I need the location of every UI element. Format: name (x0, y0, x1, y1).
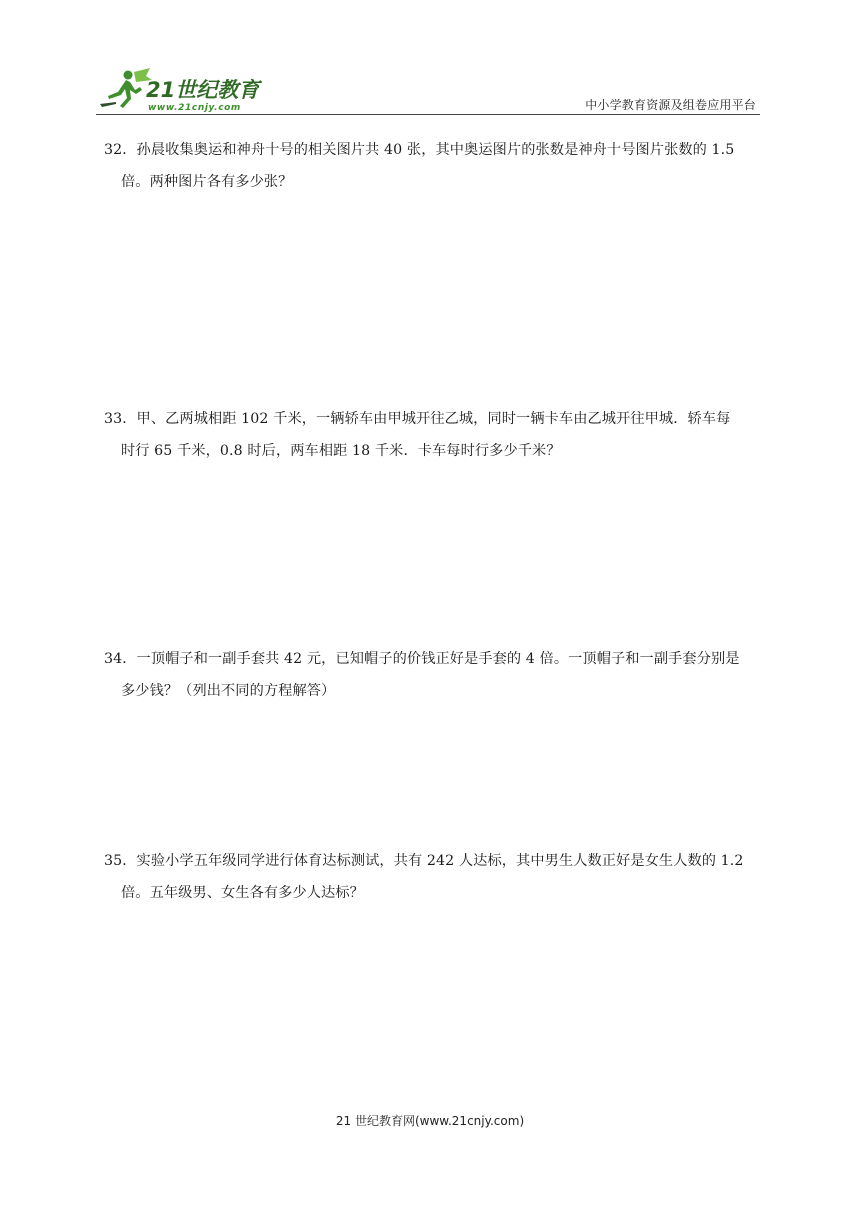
question-text-line: 33．甲、乙两城相距 102 千米，一辆轿车由甲城开往乙城，同时一辆卡车由乙城开往甲城．轿车每 (104, 411, 731, 427)
logo-url-text: www.21cnjy.com (148, 103, 241, 113)
question-text-line: 倍。五年级男、女生各有多少人达标？ (121, 885, 364, 901)
question-33 (104, 403, 760, 467)
page-footer: 21 世纪教育网(www.21cnjy.com) (335, 1114, 525, 1128)
logo-text: 21世纪教育 (146, 78, 260, 102)
question-text-line: 32．孙晨收集奥运和神舟十号的相关图片共 40 张，其中奥运图片的张数是神舟十号图片张数的 1.5 (104, 142, 735, 158)
question-text-line: 时行 65 千米，0.8 时后，两车相距 18 千米．卡车每时行多少千米？ (121, 443, 561, 459)
question-text-line: 多少钱？（列出不同的方程解答） (121, 683, 336, 699)
question-35 (104, 845, 760, 909)
question-32 (104, 134, 760, 198)
question-34 (104, 643, 760, 707)
platform-label: 中小学教育资源及组卷应用平台 (585, 98, 756, 112)
site-logo (96, 66, 266, 114)
question-text-line: 34．一顶帽子和一副手套共 42 元，已知帽子的价钱正好是手套的 4 倍。一顶帽子和一副手套分别是 (104, 651, 740, 667)
question-text-line: 35．实验小学五年级同学进行体育达标测试，共有 242 人达标，其中男生人数正好是女生人数的 1.2 (104, 853, 744, 869)
question-text-line: 倍。两种图片各有多少张？ (121, 174, 293, 190)
page-header (96, 66, 760, 114)
header-divider (96, 114, 760, 115)
